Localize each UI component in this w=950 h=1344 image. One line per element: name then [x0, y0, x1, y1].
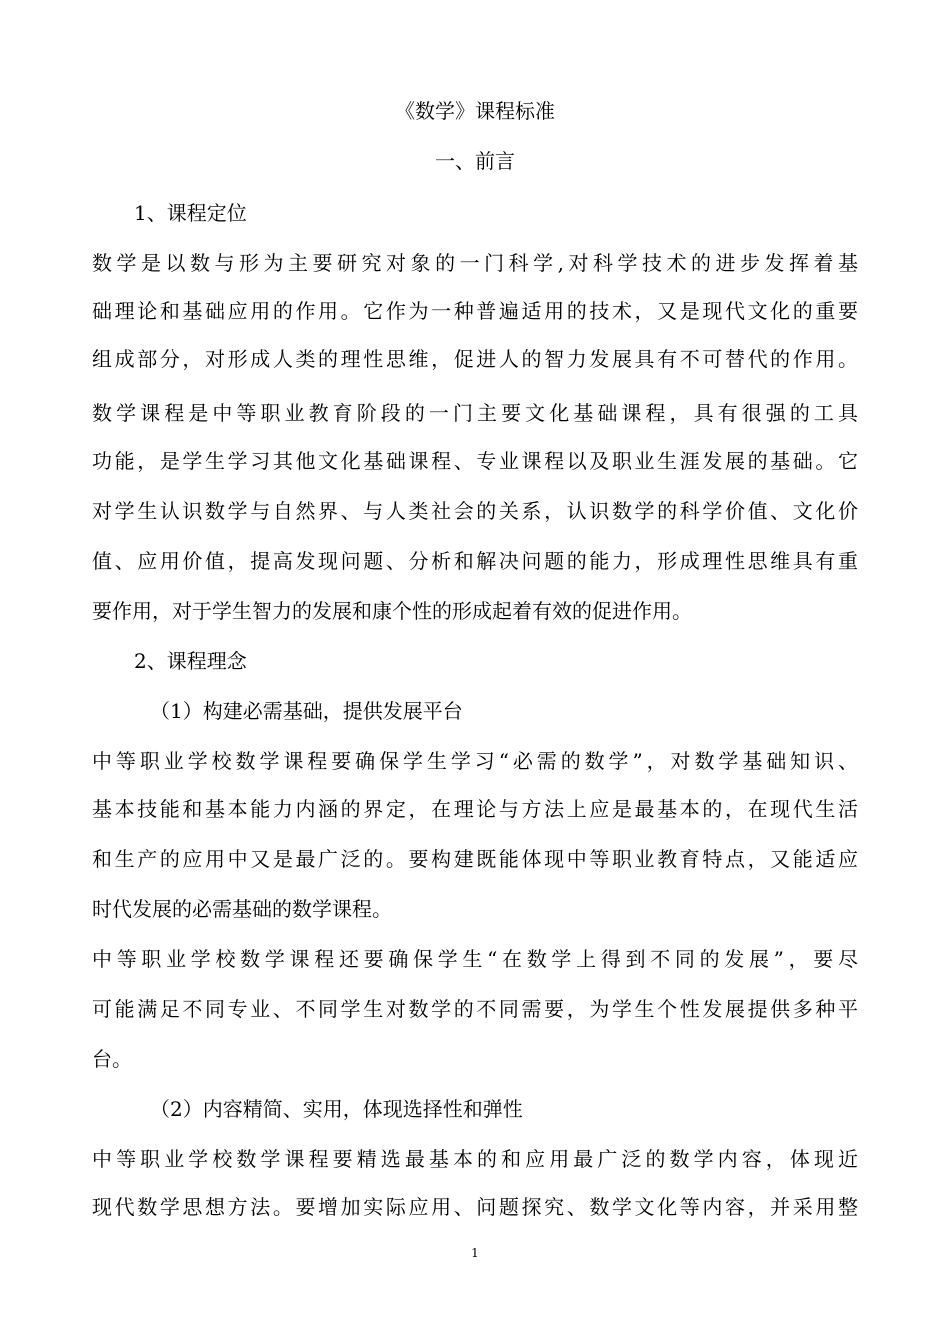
paragraph-line: 中等职业学校数学课程要精选最基本的和应用最广泛的数学内容，体现近	[92, 1147, 858, 1171]
paragraph-line: 现代数学思想方法。要增加实际应用、问题探究、数学文化等内容，并采用整	[92, 1195, 858, 1219]
subheading-item-2: （2）内容精简、实用，体现选择性和弹性	[150, 1097, 523, 1121]
subheading-course-concept: 2、课程理念	[134, 649, 247, 673]
paragraph-line: 础理论和基础应用的作用。它作为一种普遍适用的技术，又是现代文化的重要	[92, 299, 858, 323]
paragraph-line: 功能，是学生学习其他文化基础课程、专业课程以及职业生涯发展的基础。它	[92, 449, 858, 473]
paragraph-line: 时代发展的必需基础的数学课程。	[92, 897, 392, 921]
page-number: 1	[471, 1246, 479, 1260]
paragraph-line: 对学生认识数学与自然界、与人类社会的关系，认识数学的科学价值、文化价	[92, 499, 858, 523]
paragraph-line: 基本技能和基本能力内涵的界定，在理论与方法上应是最基本的，在现代生活	[92, 797, 858, 821]
subheading-item-1: （1）构建必需基础，提供发展平台	[150, 699, 463, 723]
paragraph-line: 和生产的应用中又是最广泛的。要构建既能体现中等职业教育特点，又能适应	[92, 847, 858, 871]
paragraph-line: 数学是以数与形为主要研究对象的一门科学,对科学技术的进步发挥着基	[92, 251, 858, 275]
paragraph-line: 组成部分，对形成人类的理性思维，促进人的智力发展具有不可替代的作用。	[92, 347, 858, 371]
paragraph-line: 中等职业学校数学课程要确保学生学习“必需的数学”，对数学基础知识、	[92, 749, 858, 773]
paragraph-line: 要作用，对于学生智力的发展和康个性的形成起着有效的促进作用。	[92, 599, 692, 623]
section-heading: 一、前言	[435, 149, 515, 173]
paragraph-line: 可能满足不同专业、不同学生对数学的不同需要，为学生个性发展提供多种平	[92, 997, 858, 1021]
paragraph-line: 值、应用价值，提高发现问题、分析和解决问题的能力，形成理性思维具有重	[92, 549, 858, 573]
document-title: 《数学》课程标准	[395, 99, 555, 123]
paragraph-line: 中等职业学校数学课程还要确保学生“在数学上得到不同的发展”，要尽	[92, 947, 858, 971]
paragraph-line: 数学课程是中等职业教育阶段的一门主要文化基础课程，具有很强的工具	[92, 401, 858, 425]
paragraph-line: 台。	[92, 1047, 132, 1071]
subheading-course-positioning: 1、课程定位	[134, 201, 247, 225]
